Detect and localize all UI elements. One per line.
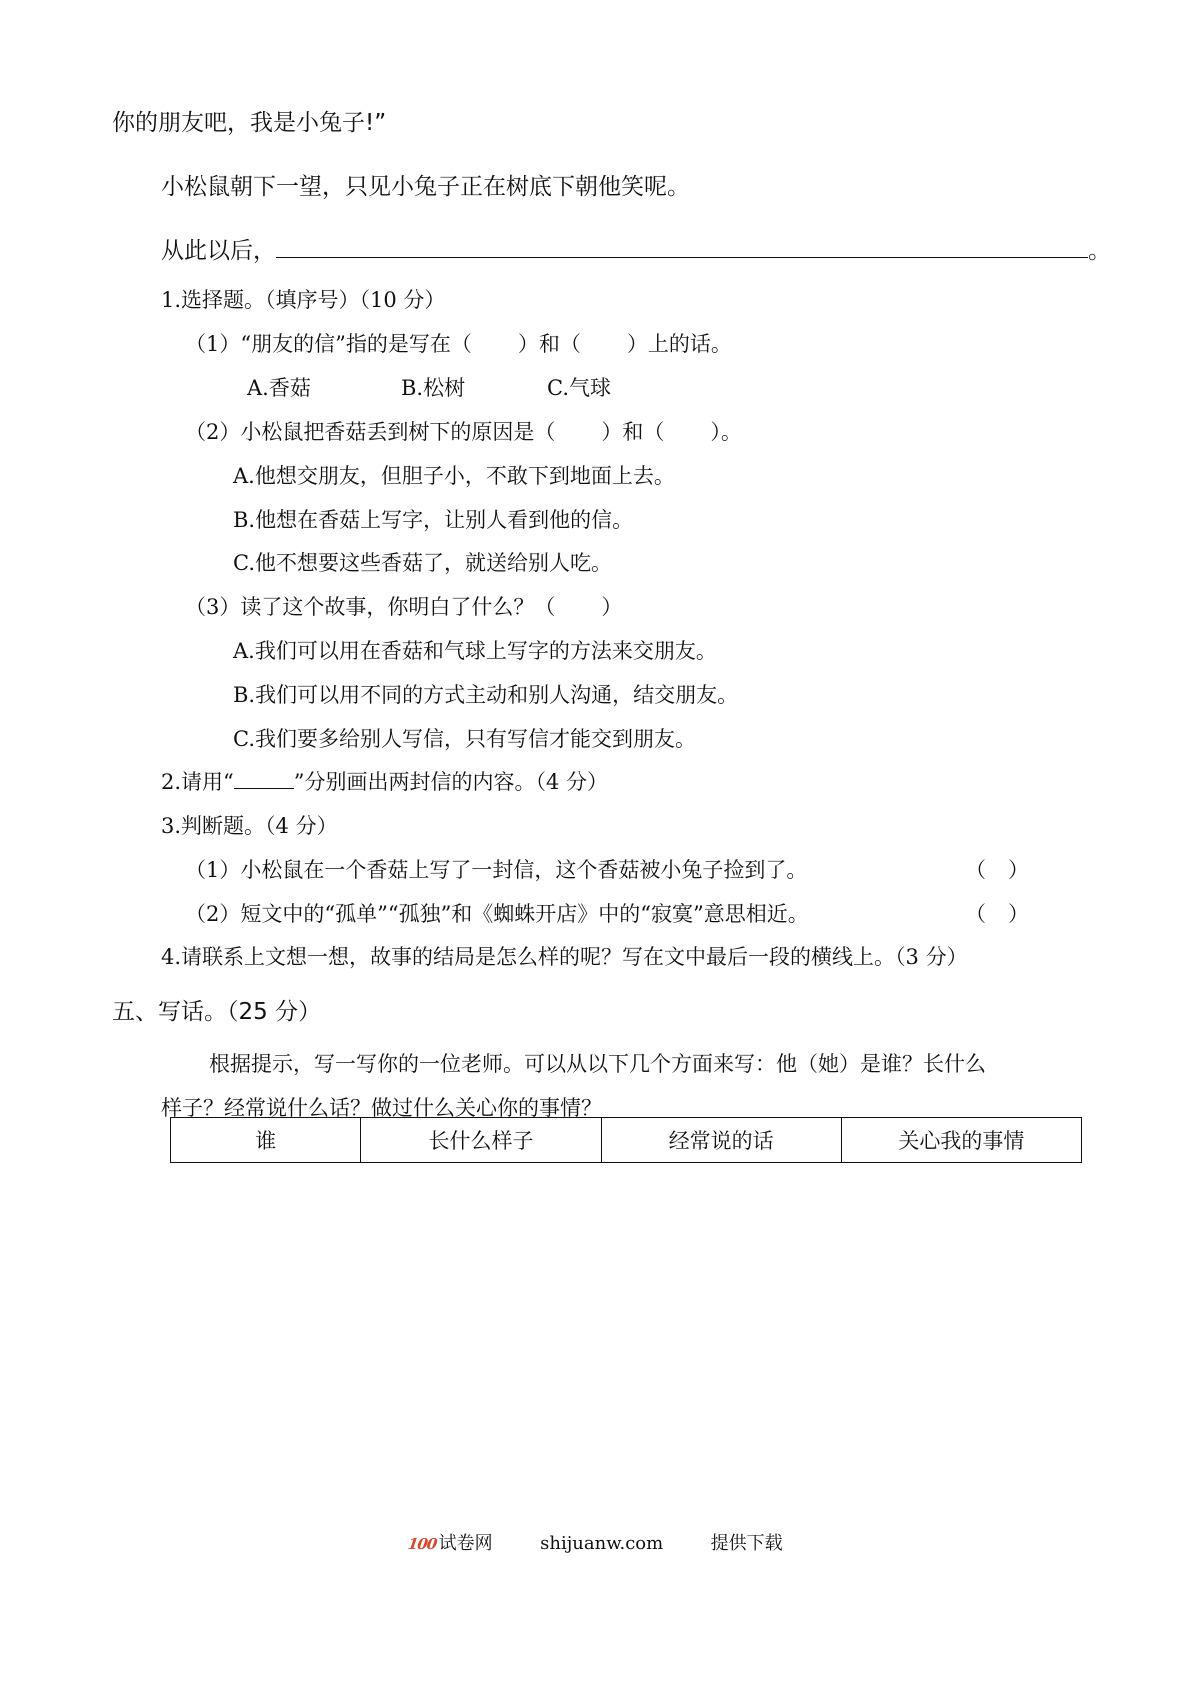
q3-item-1-answer[interactable] bbox=[965, 854, 1029, 884]
q2-underline-sample bbox=[234, 770, 294, 789]
q1-sub1-after: ）上的话。 bbox=[626, 332, 732, 356]
site-logo-icon: 100 bbox=[407, 1535, 438, 1553]
q1-sub3 bbox=[185, 591, 622, 621]
q1-sub2-option-a: A.他想交朋友，但胆子小，不敢下到地面上去。 bbox=[233, 464, 675, 488]
footer-note: 提供下载 bbox=[710, 1533, 783, 1554]
story-line-1: 你的朋友吧，我是小兔子!” bbox=[112, 110, 387, 136]
ending-answer-blank[interactable] bbox=[276, 235, 1088, 258]
q1-sub2-after: ）。 bbox=[710, 420, 742, 444]
table-header-appearance: 长什么样子 bbox=[361, 1118, 601, 1163]
q3-item-1-open-paren: （ bbox=[965, 858, 986, 882]
section5-prompt-line-2: 样子？经常说什么话？做过什么关心你的事情？ bbox=[161, 1096, 602, 1120]
q3-title: 3.判断题。（4 分） bbox=[161, 814, 338, 838]
q2 bbox=[161, 766, 608, 796]
q1-sub1-option-a: A.香菇 bbox=[247, 376, 311, 400]
table-header-sayings: 经常说的话 bbox=[601, 1118, 841, 1163]
q3-item-1-close-paren: ） bbox=[1008, 858, 1029, 882]
story-line-3 bbox=[161, 232, 1111, 265]
table-header-care: 关心我的事情 bbox=[841, 1118, 1081, 1163]
q4: 4.请联系上文想一想，故事的结局是怎么样的呢？写在文中最后一段的横线上。（3 分） bbox=[161, 945, 968, 969]
q1-sub3-option-b: B.我们可以用不同的方式主动和别人沟通，结交朋友。 bbox=[233, 683, 739, 707]
table-row bbox=[171, 1118, 1082, 1163]
table-header-who: 谁 bbox=[171, 1118, 361, 1163]
q3-item-2: （2）短文中的“孤单”“孤独”和《蜘蛛开店》中的“寂寞”意思相近。 bbox=[185, 902, 809, 926]
q1-sub1-option-b: B.松树 bbox=[401, 376, 466, 400]
teacher-info-table bbox=[170, 1117, 1082, 1163]
q1-sub1-before: （1）“朋友的信”指的是写在（ bbox=[185, 332, 472, 356]
q3-item-2-open-paren: （ bbox=[965, 902, 986, 926]
q1-sub1-option-c: C.气球 bbox=[547, 376, 611, 400]
q1-sub2-mid: ）和（ bbox=[601, 420, 665, 444]
q1-sub2-option-b: B.他想在香菇上写字，让别人看到他的信。 bbox=[233, 508, 634, 532]
q1-sub2-before: （2）小松鼠把香菇丢到树下的原因是（ bbox=[185, 420, 556, 444]
q1-sub1-mid: ）和（ bbox=[517, 332, 581, 356]
q1-title: 1.选择题。（填序号）（10 分） bbox=[161, 288, 446, 312]
q3-item-1: （1）小松鼠在一个香菇上写了一封信，这个香菇被小兔子捡到了。 bbox=[185, 858, 808, 882]
story-line-2: 小松鼠朝下一望，只见小兔子正在树底下朝他笑呢。 bbox=[161, 174, 690, 200]
section5-title: 五、写话。（25 分） bbox=[112, 999, 322, 1025]
q1-sub3-after: ） bbox=[601, 595, 623, 619]
section5-prompt-line-1: 根据提示，写一写你的一位老师。可以从以下几个方面来写：他（她）是谁？长什么 bbox=[209, 1052, 986, 1076]
q1-sub3-option-c: C.我们要多给别人写信，只有写信才能交到朋友。 bbox=[233, 727, 696, 751]
page-footer bbox=[0, 1529, 1191, 1555]
q1-sub2 bbox=[185, 416, 742, 446]
q1-sub2-option-c: C.他不想要这些香菇了，就送给别人吃。 bbox=[233, 551, 612, 575]
footer-domain[interactable]: shijuanw.com bbox=[540, 1533, 664, 1554]
q1-sub3-option-a: A.我们可以用在香菇和气球上写字的方法来交朋友。 bbox=[233, 639, 717, 663]
q2-before: 2.请用“ bbox=[161, 770, 234, 794]
q2-after: ”分别画出两封信的内容。（4 分） bbox=[293, 770, 609, 794]
q1-sub3-before: （3）读了这个故事，你明白了什么？（ bbox=[185, 595, 556, 619]
story-line-3-suffix: 。 bbox=[1088, 238, 1111, 264]
story-line-3-prefix: 从此以后， bbox=[161, 238, 276, 264]
footer-site-name: 试卷网 bbox=[438, 1533, 493, 1554]
q1-sub1 bbox=[185, 328, 732, 358]
q3-item-2-close-paren: ） bbox=[1008, 902, 1029, 926]
q3-item-2-answer[interactable] bbox=[965, 898, 1029, 928]
